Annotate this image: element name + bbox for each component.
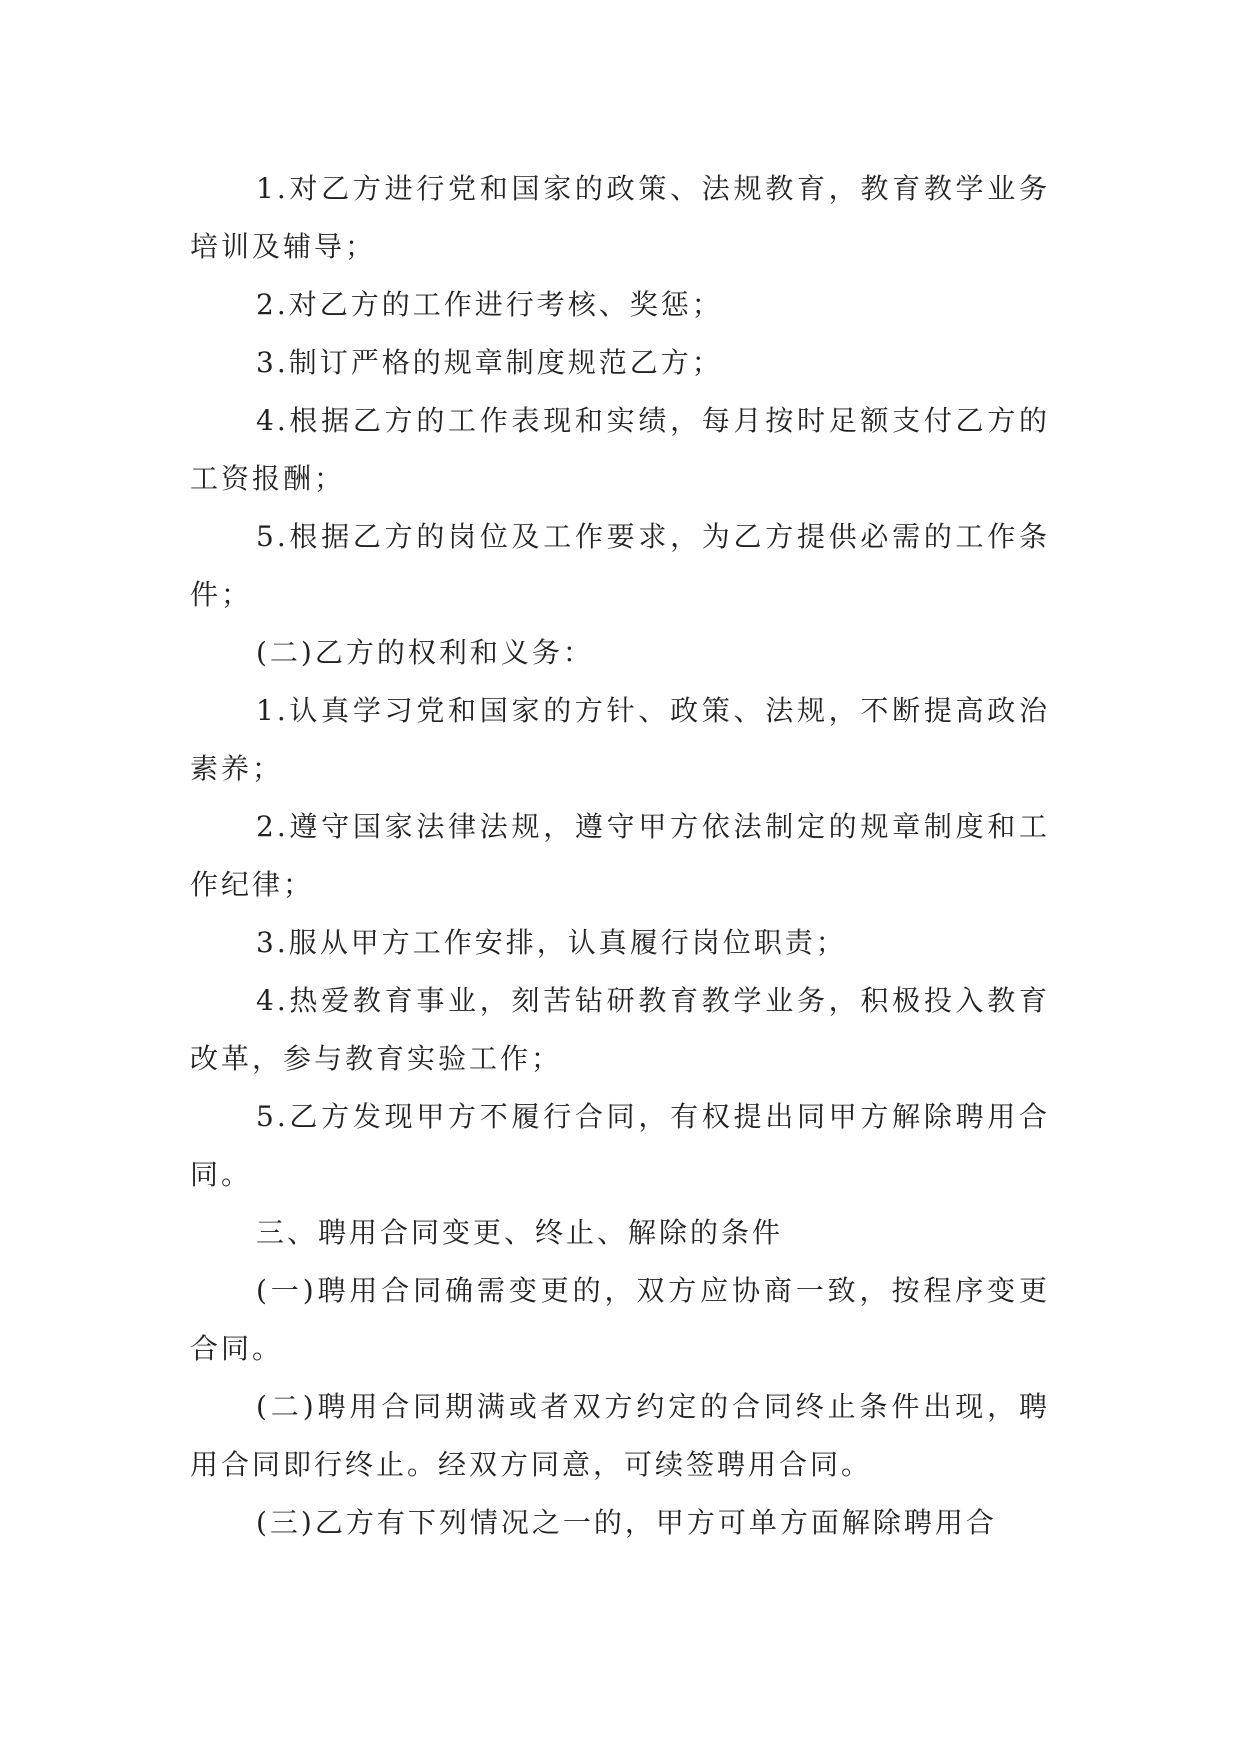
section-heading-party-b-rights: (二)乙方的权利和义务： — [256, 636, 594, 669]
clause-party-a-duty-4: 4.根据乙方的工作表现和实绩，每月按时足额支付乙方的工资报酬； — [190, 404, 1050, 495]
clause-party-b-duty-3: 3.服从甲方工作安排，认真履行岗位职责； — [256, 926, 847, 959]
clause-party-b-duty-2: 2.遵守国家法律法规，遵守甲方依法制定的规章制度和工作纪律； — [190, 810, 1050, 901]
section-heading-contract-changes: 三、聘用合同变更、终止、解除的条件 — [256, 1216, 784, 1249]
clause-contract-termination: (二)聘用合同期满或者双方约定的合同终止条件出现，聘用合同即行终止。经双方同意，可续签聘用合同。 — [190, 1390, 1050, 1481]
clause-party-a-duty-1: 1.对乙方进行党和国家的政策、法规教育，教育教学业务培训及辅导； — [190, 172, 1050, 263]
clause-contract-change: (一)聘用合同确需变更的，双方应协商一致，按程序变更合同。 — [190, 1274, 1050, 1365]
clause-contract-dissolution: (三)乙方有下列情况之一的，甲方可单方面解除聘用合 — [256, 1506, 997, 1539]
clause-party-b-duty-4: 4.热爱教育事业，刻苦钻研教育教学业务，积极投入教育改革，参与教育实验工作； — [190, 984, 1050, 1075]
document-body — [190, 160, 1050, 1552]
clause-party-a-duty-5: 5.根据乙方的岗位及工作要求，为乙方提供必需的工作条件； — [190, 520, 1050, 611]
clause-party-a-duty-3: 3.制订严格的规章制度规范乙方； — [256, 346, 723, 379]
clause-party-b-duty-5: 5.乙方发现甲方不履行合同，有权提出同甲方解除聘用合同。 — [190, 1100, 1050, 1191]
clause-party-b-duty-1: 1.认真学习党和国家的方针、政策、法规，不断提高政治素养； — [190, 694, 1050, 785]
clause-party-a-duty-2: 2.对乙方的工作进行考核、奖惩； — [256, 288, 723, 321]
